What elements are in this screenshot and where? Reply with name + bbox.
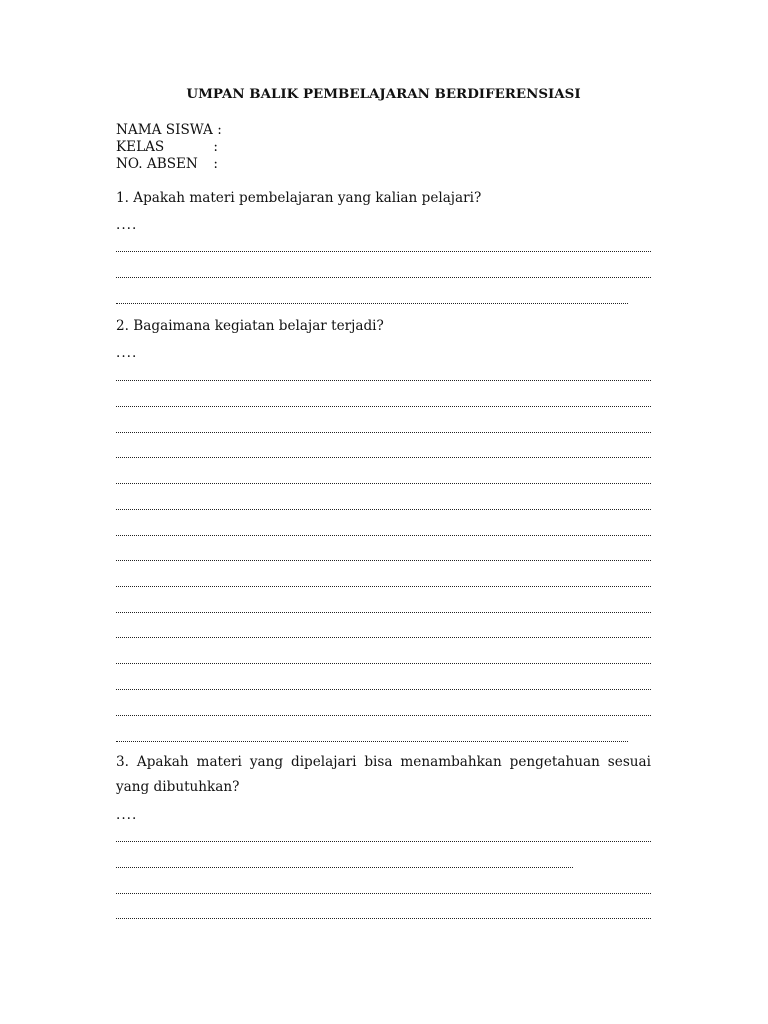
answer-line xyxy=(116,432,651,433)
field-row-kelas xyxy=(116,139,218,156)
answer-line xyxy=(116,406,651,407)
answer-line xyxy=(116,612,651,613)
field-label: NAMA SISWA xyxy=(116,122,213,138)
document-title: UMPAN BALIK PEMBELAJARAN BERDIFERENSIASI xyxy=(186,86,581,102)
answer-line xyxy=(116,277,651,278)
answer-line xyxy=(116,893,651,894)
field-row-no-absen xyxy=(116,156,218,173)
field-separator: : xyxy=(217,122,222,138)
field-separator: : xyxy=(213,139,218,155)
answer-start-1: .... xyxy=(116,217,138,233)
answer-line xyxy=(116,251,651,252)
answer-line xyxy=(116,560,651,561)
answer-line xyxy=(116,918,651,919)
answer-line xyxy=(116,689,651,690)
answer-line xyxy=(116,509,651,510)
field-separator: : xyxy=(213,156,218,172)
answer-line xyxy=(116,741,628,742)
field-label: NO. ABSEN xyxy=(116,156,198,172)
question-1: 1. Apakah materi pembelajaran yang kalian pelajari? xyxy=(116,190,482,206)
answer-line xyxy=(116,637,651,638)
field-label: KELAS xyxy=(116,139,165,155)
answer-line xyxy=(116,457,651,458)
field-row-nama-siswa xyxy=(116,122,222,139)
question-2: 2. Bagaimana kegiatan belajar terjadi? xyxy=(116,318,384,334)
answer-line xyxy=(116,715,651,716)
answer-line xyxy=(116,303,628,304)
answer-start-3: .... xyxy=(116,807,138,823)
answer-line xyxy=(116,663,651,664)
answer-start-2: .... xyxy=(116,345,138,361)
answer-line xyxy=(116,867,573,868)
answer-line xyxy=(116,841,651,842)
answer-line xyxy=(116,586,651,587)
question-3: 3. Apakah materi yang dipelajari bisa menambahkan pengetahuan sesuai yang dibutuhkan? xyxy=(116,754,651,795)
answer-line xyxy=(116,380,651,381)
answer-line xyxy=(116,535,651,536)
answer-line xyxy=(116,483,651,484)
